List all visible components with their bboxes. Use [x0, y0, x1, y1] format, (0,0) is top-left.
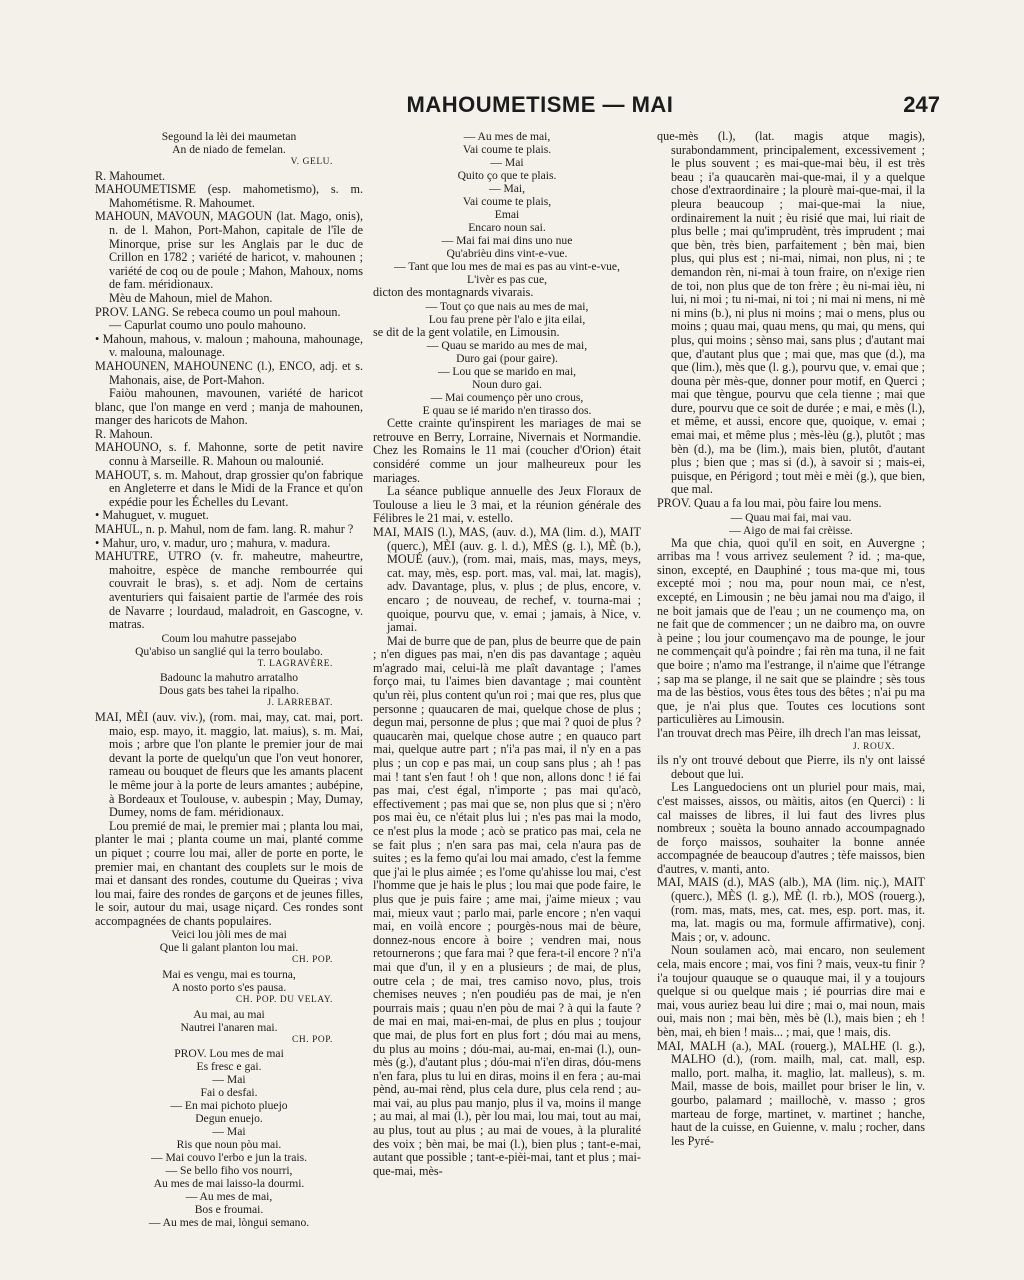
verse-line: Qu'abrièu dins vint-e-vue.: [446, 247, 568, 260]
verse-line: — Tant que lou mes de mai es pas au vint-e-vue,: [394, 260, 620, 273]
verse-line: Badounc la mahutro arratalho: [159, 671, 299, 685]
entry-paragraph: • Mahuguet, v. muguet.: [95, 508, 209, 523]
verse-line: Mai es vengu, mai es tourna,: [162, 968, 296, 982]
verse-line: Au mai, au mai: [193, 1007, 265, 1021]
verse-line: — Lou que se marido en mai,: [437, 365, 577, 379]
verse-line: E quau se ié marido n'en tirasso dos.: [422, 404, 592, 418]
entry-paragraph: ils n'y ont trouvé debout que Pierre, ils n'y ont laissé debout que lui.: [657, 753, 925, 781]
verse-line: Coum lou mahutre passejabo: [161, 631, 297, 645]
quote-attribution: J. ROUX.: [852, 741, 895, 752]
verse-line: Quito ço que te plais.: [457, 169, 557, 182]
body-paragraph: Les Languedociens ont un pluriel pour mais, mai, c'est maisses, aissos, ou màitis, aitos (en Querci) : li cal maisses de libres, il lui faut des livres plus nombreux ; souèta la bouno annado accoumpagnado de forço maissos, souhaiter la bonne année accompagnée de beaucoup d'autres ; tèfe maissos, bien d'autres, v. manti, anto.: [657, 780, 925, 876]
column-left: [95, 130, 363, 1229]
verse-line: Dous gats bes tahei la ripalho.: [159, 684, 299, 698]
entry-paragraph: MAHOUN, MAVOUN, MAGOUN (lat. Mago, onis), n. de l. Mahon, Port-Mahon, capitale de l'île de Minorque, prise sur les Anglais par le duc de Crillon en 1782 ; variété de haricot, v. mahounen ; variété de coq ou de poule ; Mahon, Mahoux, noms de fam. méridionaux.: [95, 209, 363, 292]
entry-paragraph: l'an trouvat drech mas Pèire, ilh drech l'an mas leissat,: [657, 725, 921, 740]
verse-line: Emai: [494, 208, 520, 221]
body-paragraph: La séance publique annuelle des Jeux Floraux de Toulouse a lieu le 3 mai, et la réunion générale des Félibres le 21 mai, v. estello.: [373, 484, 641, 526]
entry-paragraph: MAI, MALH (a.), MAL (rouerg.), MALHE (l. g.), MALHO (d.), (rom. mailh, mal, cat. mall, esp. mallo, port. malha, it. maglio, lat. malleus), s. m. Mail, masse de bois, maillet pour briser le lin, v. gourbo, palamard ; maillochè, v. masso ; gros marteau de forge, martinet, v. martinet ; hanche, haut de la cuisse, en Guienne, v. malu ; rocher, dans les Pyré-: [657, 1038, 925, 1148]
verse-line: An de niado de femelan.: [172, 143, 286, 156]
entry-paragraph: MAHOUNEN, MAHOUNENC (l.), ENCO, adj. et s. Mahonais, aise, de Port-Mahon.: [95, 358, 363, 387]
verse-line: — Mai couvo l'erbo e jun la trais.: [151, 1151, 307, 1165]
verse-line: Nautrei l'anaren mai.: [180, 1020, 278, 1034]
entry-paragraph: se dit de la gent volatile, en Limousin.: [373, 324, 560, 339]
verse-line: — Mai: [212, 1073, 246, 1087]
entry-paragraph: MAHUL, n. p. Mahul, nom de fam. lang. R. mahur ?: [95, 522, 354, 537]
verse-line: — Au mes de mai,: [185, 1190, 273, 1204]
verse-line: — Mai: [212, 1125, 246, 1139]
entry-paragraph: MAHOUT, s. m. Mahout, drap grossier qu'on fabrique en Angleterre et dans le Midi de la France et qu'on expédie pour les Échelles du Levant.: [95, 467, 363, 509]
verse-line: Bos e froumai.: [194, 1203, 264, 1217]
entry-paragraph: PROV. LANG. Se rebeca coumo un poul mahoun.: [95, 304, 341, 319]
quote-attribution: J. LARREBAT.: [267, 698, 333, 709]
verse-line: PROV. Lou mes de mai: [174, 1047, 284, 1061]
verse-line: Lou fau prene pèr l'alo e jita eilai,: [428, 312, 586, 326]
verse-line: Degun enuejo.: [195, 1112, 263, 1126]
entry-paragraph: • Mahur, uro, v. madur, uro ; mahura, v. madura.: [95, 535, 331, 550]
verse-line: Ris que noun pòu mai.: [176, 1138, 282, 1152]
verse-line: — Quau se marido au mes de mai,: [426, 339, 588, 353]
entry-paragraph: MAHUTRE, UTRO (v. fr. maheutre, maheurtre, mahoitre, espèce de manche rembourrée qui couvrait le bras), s. et adj. Nom de certains aventuriers qui faisaient partie de l'armée des rois de Navarre ; lourdaud, maladroit, en Gascogne, v. matras.: [95, 549, 363, 632]
verse-line: — Mai,: [488, 182, 526, 195]
verse-line: — Mai: [490, 156, 524, 169]
column-right: [657, 130, 925, 1148]
body-paragraph: — Capurlat coumo uno poulo mahouno.: [109, 318, 307, 333]
quote-attribution: CH. POP. DU VELAY.: [235, 995, 333, 1006]
verse-line: Que li galant planton lou mai.: [159, 941, 299, 955]
quote-attribution: CH. POP.: [291, 1034, 333, 1045]
verse-line: Vai coume te plais,: [462, 195, 552, 208]
verse-line: — Au mes de mai,: [463, 130, 551, 143]
verse-line: Vai coume te plais.: [462, 143, 552, 156]
body-paragraph: Cette crainte qu'inspirent les mariages de mai se retrouve en Berry, Lorraine, Nivernais et Normandie. Chez les Romains le 11 mai (coucher d'Orion) était considéré comme un jour malheureux pour les mariages.: [373, 416, 641, 485]
page-number: 247: [903, 92, 940, 117]
running-head: [140, 92, 940, 120]
quote-attribution: V. GELU.: [290, 157, 333, 167]
entry-paragraph: R. Mahoumet.: [95, 168, 166, 183]
verse-line: — Mai coumenço pèr uno crous,: [430, 391, 584, 405]
verse-line: Duro gai (pour gaire).: [456, 352, 558, 366]
body-paragraph: Mèu de Mahoun, miel de Mahon.: [109, 290, 273, 305]
body-paragraph: Noun soulamen acò, mai encaro, non seulement cela, mais encore ; mai, vos fini ? mais, veux-tu finir ? i'a toujour quauque se o quauque mai, il y a toujours quelque si ou quelque mais ; ié pourrias dire mai e mai, vous auriez beau lui dire ; mai o, mai noun, mais oui, mais non ; mai bèn, mès bè (l.), mais bien ; eh ! bèn, mai, eh bien ! mais... ; mai, que ! mais, dis.: [657, 943, 925, 1039]
verse-line: Fai o desfai.: [200, 1086, 258, 1100]
entry-paragraph: dicton des montagnards vivarais.: [373, 285, 534, 299]
verse-line: — Tout ço que nais au mes de mai,: [425, 299, 589, 313]
entry-paragraph: • Mahoun, mahous, v. maloun ; mahouna, mahounage, v. malouna, malounage.: [95, 331, 363, 360]
body-paragraph: Lou premié de mai, le premier mai ; planta lou mai, planter le mai ; planta coume un mai, planté comme un piquet ; courre lou mai, aller de porte en porte, le premier mai, en chantant des couplets sur le mois de mai et dansant des rondes, coutume du Queiras ; viva lou mai, faire des rondes de garçons et de jeunes filles, le soir, autour du mai, usage niçard. Ces rondes sont accompagnées de chants populaires.: [95, 818, 363, 928]
verse-line: — Au mes de mai, lòngui semano.: [148, 1216, 310, 1230]
entry-paragraph: MAI, MAIS (l.), MAS, (auv. d.), MA (lim. d.), MAIT (querc.), MÈI (auv. g. l. d.), MÈS (g. l.), MÈ (b.), MOUÉ (auv.), (rom. mai, mais, mas, mays, meys, cat. may, mès, esp. port. mas, val. mai, lat. magis), adv. Davantage, plus, v. plus ; de plus, encore, v. encaro ; de nouveau, de rechef, v. tourna-mai ; quoique, pourvu que, v. emai ; jamais, à Nice, v. jamai.: [373, 524, 641, 635]
verse-line: — Quau mai fai, mai vau.: [730, 510, 852, 524]
verse-line: — En mai pichoto pluejo: [170, 1099, 288, 1113]
verse-line: Au mes de mai laisso-la dourmi.: [153, 1177, 305, 1191]
entry-paragraph: MAI, MÈI (auv. viv.), (rom. mai, may, cat. mai, port. maio, esp. mayo, it. maggio, lat. maius), s. m. Mai, mois ; arbre que l'on plante le premier jour de mai devant la porte de quelqu'un que l'on veut honorer, rameau ou bouquet de fleurs que les amants placent le même jour à la porte de leurs amantes ; aubépine, à Bordeaux et Toulouse, v. aubespin ; May, Dumay, Dumey, noms de fam. méridionaux.: [95, 709, 363, 820]
verse-line: Qu'abiso un sanglié qui la terro boulabo.: [135, 644, 323, 658]
entry-paragraph: MAHOUMETISME (esp. mahometismo), s. m. Mahométisme. R. Mahoumet.: [95, 182, 363, 210]
verse-line: — Se bello fiho vos nourri,: [165, 1164, 293, 1178]
body-paragraph: Ma que chia, quoi qu'il en soit, en Auvergne ; arribas ma ! vous arrivez seulement ? id. ; ma-que, sinon, excepté, en Dauphiné ; tous ma-que mi, tous excepté moi ; nou ma, pour noun mai, ce n'est, excepté, en Limousin ; ne bèu jamai nou ma d'aigo, il ne boit jamais que de l'eau ; un ne coumenço ma, on ne fait que de commencer ; un ne daibro ma, on ouvre à peine ; lou jour coumençavo ma de pounge, le jour ne commençait qu'à poindre ; fai rèn ma tuna, il ne fait que boire ; n'amo ma l'estrange, il n'aime que l'étrange ; sap ma se plange, il ne sait que se plaindre ; sès tous ma de las bèstios, vous êtes tous des bêtes ; n'ai pu ma que, je n'ai plus que. Toutes ces locutions sont particulières au Limousin.: [657, 535, 925, 727]
entry-paragraph: que-mès (l.), (lat. magis atque magis), surabondamment, principalement, excessivement ; le plus souvent ; es mai-que-mai bèu, il est très beau ; i'a quaucarèn mai-que-mai, il y a quelque chose d'extraordinaire ; la plourè mai-que-mai, il la pleura beaucoup ; mai-que-mai la niue, ordinairement la nuit ; èu risié que mai, lui riait de plus belle ; mai qu'imprudènt, très imprudent ; mai que bèn, très bien, parfaitement ; bèn mai, bien plus, qui plus est ; ni-mai, nimai, non plus, ni ; te demandon rèn, ni-mai à toun fraire, on n'exige rien de toi, non plus que de ton frère ; èu ni-mai ièu, ni lui, ni moi ; tu ni-mai, ni toi ; ni mai ni mens, ni mè ni mins (b.), ni plus ni moins ; mai o mens, plus ou moins ; quau mai, quau mens, qu mai, qu mens, qui plus, qui moins ; sènso mai, sans plus ; d'autant mai que, d'autant plus que ; mai que, mas que (d.), ma que (lim.), mès que (l. g.), pourvu que, v. emai que ; douna pèr mès-que, donner pour motif, en Querci ; mai que tèngue, pourvu que cela tienne ; mai que dure, pourvu que ce soit de durée ; e mai, e mès (l.), et même, et aussi, encore que, quoique, v. emai ; emai mai, et même plus ; mès-lèu (g.), plutôt ; mas bèn (d.), ma be (lim.), mais bien, plutôt, d'autant plus ; bien que ; mas si (d.), à savoir si ; mais-ei, puisque, en Périgord ; tout mèi e mèi (g.), que bien, que mal.: [657, 130, 925, 497]
verse-line: Segound la lèi dei maumetan: [161, 130, 297, 143]
entry-paragraph: MAI, MAIS (d.), MAS (alb.), MA (lim. niç.), MAIT (querc.), MÈS (l. g.), MÈ (l. rb.), MOS (rouerg.), (rom. mas, mats, mes, cat. mes, esp. port. mas, it. ma, lat. magis ou ma, formule affirmative), conj. Mais ; or, v. adounc.: [657, 875, 925, 944]
quote-attribution: CH. POP.: [291, 955, 333, 966]
entry-paragraph: MAHOUNO, s. f. Mahonne, sorte de petit navire connu à Marseille. R. Mahoun ou malounié.: [95, 440, 363, 469]
page-title: MAHOUMETISME — MAI: [406, 92, 674, 117]
quote-attribution: T. LAGRAVÈRE.: [257, 658, 333, 669]
body-paragraph: Mai de burre que de pan, plus de beurre que de pain ; n'en digues pas mai, n'en dis pas davantage ; aquèu m'agrado mai, celui-là me plaît davantage ; l'ames forço mai, tu l'aimes bien davantage ; mai countènt qu'un rèi, plus content qu'un roi ; mai que res, plus que personne ; quaucaren de mai, quelque chose de plus ; degun mai, personne de plus ; que mai ? quoi de plus ? quaucarèn mai, quelque chose autre ; en quauco part mai, quelque autre part ; n'i'a pas mai, il n'y en a pas plus ; un cop e pas mai, un coup sans plus ; ah ! pas mai ! tant s'en faut ! oh ! que non, allons donc ! ié fai pas mai, c'est égal, n'importe ; pas mai qu'acò, effectivement ; pas mai que se, non plus que si ; n'èro pos mai èu, ce n'était plus lui ; n'es pas mai la modo, ce n'est plus la mode ; acò se pratico pas mai, cela ne se fait plus ; n'en sara pas mai, cela n'aura pas de suites ; es la femo qu'ai lou mai amado, c'est la femme que j'ai le plus aimée ; es l'ome qu'ahisse lou mai, c'est l'homme que je hais le plus ; lou mai que pode faire, le plus que je puis faire ; ame mai, j'aime mieux ; vau mai, mieux vaut ; parlo mai, parle encore ; n'en vaqui mai, en voilà encore ; pourgès-nous mai de bèure, donnez-nous encore à boire ; vendren mai, nous retournerons ; que fara mai ? que fera-t-il encore ? n'i'a mai que d'un, il y en a plusieurs ; de mai, de plus, outre cela ; de mai, tres camiso novo, plus, trois chemises neuves ; n'en poudiéu pas de mai, je n'en pourrais mais ; quau n'en pòu de mai ? à qui la faute ? de mai en mai, mai-en-mai, de plus en plus ; toujour que mai, de plus fort en plus fort ; dóu mai au mens, du plus au moins ; dóu-mai, au-mai, en-mai (l.), oun-mès (g.), d'autant plus ; dóu-mai n'i'en diras, dóu-mens n'en fara, plus tu lui en diras, moins il en fera ; au-mai pènd, au-mai rènd, plus cela dure, plus cela rend ; au-mai vai, au plus pau manjo, plus il va, moins il mange ; au mai, al mai (l.), pèr lou mai, lou mai, tout au mai, au plus, tout au plus ; au mai de voues, à la pluralité des voix ; bèn mai, be mai (l.), bien plus ; tant-e-mai, autant que possible ; tant-e-pièi-mai, tant et plus ; mai-que-mai, mès-: [373, 633, 641, 1178]
column-middle: [373, 130, 641, 1178]
verse-line: Noun duro gai.: [472, 378, 542, 392]
entry-paragraph: R. Mahoun.: [95, 426, 153, 441]
verse-line: Es fresc e gai.: [196, 1060, 262, 1074]
verse-line: Veici lou jòli mes de mai: [171, 928, 287, 942]
entry-paragraph: PROV. Quau a fa lou mai, pòu faire lou mens.: [657, 496, 882, 511]
verse-line: L'ivèr es pas cue,: [467, 273, 547, 286]
body-paragraph: Faiòu mahounen, mavounen, variété de haricot blanc, que l'on mange en verd ; manja de mahounen, manger des haricots de Mahon.: [95, 386, 363, 428]
verse-line: Encaro noun sai.: [468, 221, 546, 234]
verse-line: — Mai fai mai dins uno nue: [441, 234, 573, 247]
verse-line: A nosto porto s'es pausa.: [171, 981, 287, 995]
verse-line: — Aigo de mai fai crèisse.: [729, 523, 853, 537]
